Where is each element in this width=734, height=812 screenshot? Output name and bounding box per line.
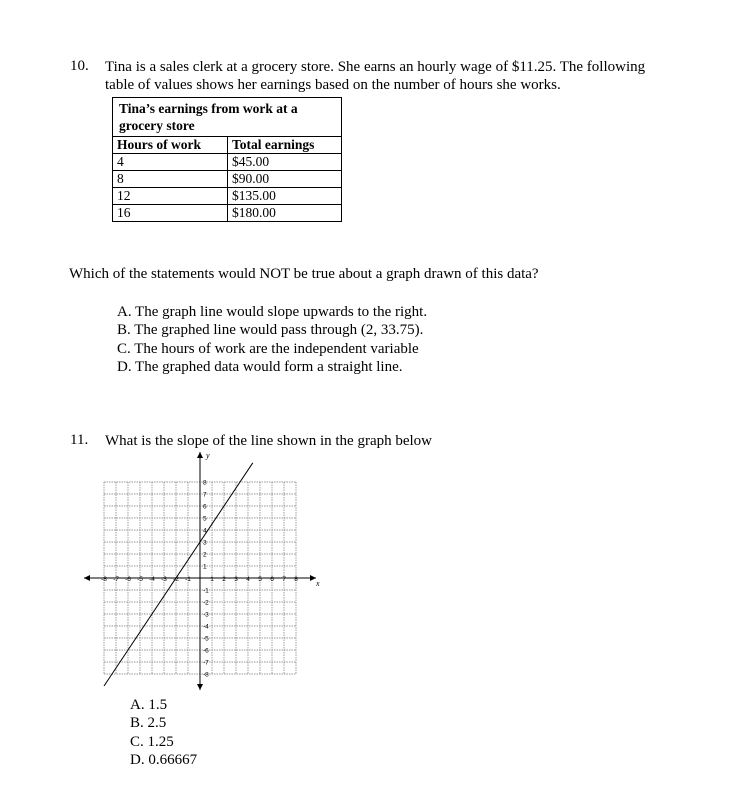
header-earnings: Total earnings bbox=[228, 137, 342, 154]
graph-line bbox=[104, 463, 253, 686]
x-tick-label: 2 bbox=[222, 576, 226, 583]
x-tick-label: -8 bbox=[101, 576, 107, 583]
table-cell: $180.00 bbox=[228, 205, 342, 222]
y-tick-label: 5 bbox=[203, 515, 207, 523]
x-tick-label: 3 bbox=[234, 576, 238, 583]
x-tick-label: -3 bbox=[161, 576, 167, 583]
y-axis-arrow-up bbox=[197, 452, 203, 458]
y-tick-label: -7 bbox=[203, 659, 209, 667]
header-hours: Hours of work bbox=[113, 137, 228, 154]
table-cell: $45.00 bbox=[228, 154, 342, 171]
table-row bbox=[113, 171, 342, 188]
y-tick-label: 3 bbox=[203, 539, 207, 547]
table-row bbox=[113, 205, 342, 222]
x-tick-label: -4 bbox=[149, 576, 155, 583]
y-tick-label: -4 bbox=[203, 623, 209, 631]
q10-option-c: C. The hours of work are the independent variable bbox=[117, 340, 419, 357]
table-cell: 12 bbox=[113, 188, 228, 205]
plotted-line bbox=[104, 463, 253, 686]
table-cell: $135.00 bbox=[228, 188, 342, 205]
q10-text-line2: table of values shows her earnings based on the number of hours she works. bbox=[105, 77, 561, 93]
y-tick-label: -1 bbox=[203, 587, 209, 595]
q11-options bbox=[130, 696, 197, 769]
q11-option-d: D. 0.66667 bbox=[130, 751, 198, 768]
q10-question: Which of the statements would NOT be true about a graph drawn of this data? bbox=[69, 266, 539, 282]
q11-option-b: B. 2.5 bbox=[130, 715, 167, 732]
table-cell: $90.00 bbox=[228, 171, 342, 188]
table-cell: 16 bbox=[113, 205, 228, 222]
table-cell: 4 bbox=[113, 154, 228, 171]
x-tick-label: -6 bbox=[125, 576, 131, 583]
table-header-row bbox=[113, 137, 342, 154]
table-caption bbox=[113, 98, 342, 137]
x-tick-label: -1 bbox=[185, 576, 191, 583]
x-tick-label: -2 bbox=[173, 576, 179, 583]
y-tick-label: -6 bbox=[203, 647, 209, 655]
q11-question: What is the slope of the line shown in the graph below bbox=[105, 433, 433, 449]
y-tick-label: -5 bbox=[203, 635, 209, 643]
table-cell: 8 bbox=[113, 171, 228, 188]
y-tick-label: 4 bbox=[203, 527, 207, 535]
x-tick-label: -7 bbox=[113, 576, 119, 583]
q10-text-line1: Tina is a sales clerk at a grocery store. She earns an hourly wage of $11.25. The following bbox=[105, 59, 646, 75]
x-tick-label: 1 bbox=[210, 576, 214, 583]
x-tick-label: 8 bbox=[294, 576, 298, 583]
y-tick-label: -8 bbox=[203, 671, 209, 679]
x-axis-arrow-left bbox=[84, 575, 90, 581]
x-tick-label: 6 bbox=[270, 576, 274, 583]
y-tick-label: 6 bbox=[203, 503, 207, 511]
x-tick-label: 7 bbox=[282, 576, 286, 583]
q11-option-a: A. 1.5 bbox=[130, 697, 168, 713]
q10-option-d: D. The graphed data would form a straight line. bbox=[117, 358, 403, 375]
q11-option-c: C. 1.25 bbox=[130, 733, 174, 750]
q11-number: 11. bbox=[70, 432, 89, 448]
y-tick-label: -2 bbox=[203, 599, 209, 607]
y-tick-label: -3 bbox=[203, 611, 209, 619]
x-tick-label: 4 bbox=[246, 576, 250, 583]
y-axis-arrow-down bbox=[197, 684, 203, 690]
table-row bbox=[113, 188, 342, 205]
q10-options bbox=[117, 303, 427, 376]
y-tick-label: 1 bbox=[203, 563, 207, 571]
caption-line2: grocery store bbox=[119, 118, 195, 133]
y-tick-label: 8 bbox=[203, 479, 207, 487]
y-tick-label: 7 bbox=[203, 491, 207, 499]
x-axis-label: x bbox=[316, 579, 320, 588]
table-row bbox=[113, 154, 342, 171]
earnings-table bbox=[112, 97, 342, 222]
y-axis-label: y bbox=[206, 451, 210, 460]
y-tick-label: 2 bbox=[203, 551, 207, 559]
coordinate-graph bbox=[80, 448, 330, 694]
q10-number: 10. bbox=[70, 58, 89, 74]
graph-axes bbox=[84, 452, 316, 690]
x-tick-label: 5 bbox=[258, 576, 262, 583]
q10-option-a: A. The graph line would slope upwards to the right. bbox=[117, 304, 428, 320]
caption-line1: Tina’s earnings from work at a bbox=[119, 101, 298, 116]
q10-option-b: B. The graphed line would pass through (2, 33.75). bbox=[117, 322, 424, 339]
x-tick-label: -5 bbox=[137, 576, 143, 583]
